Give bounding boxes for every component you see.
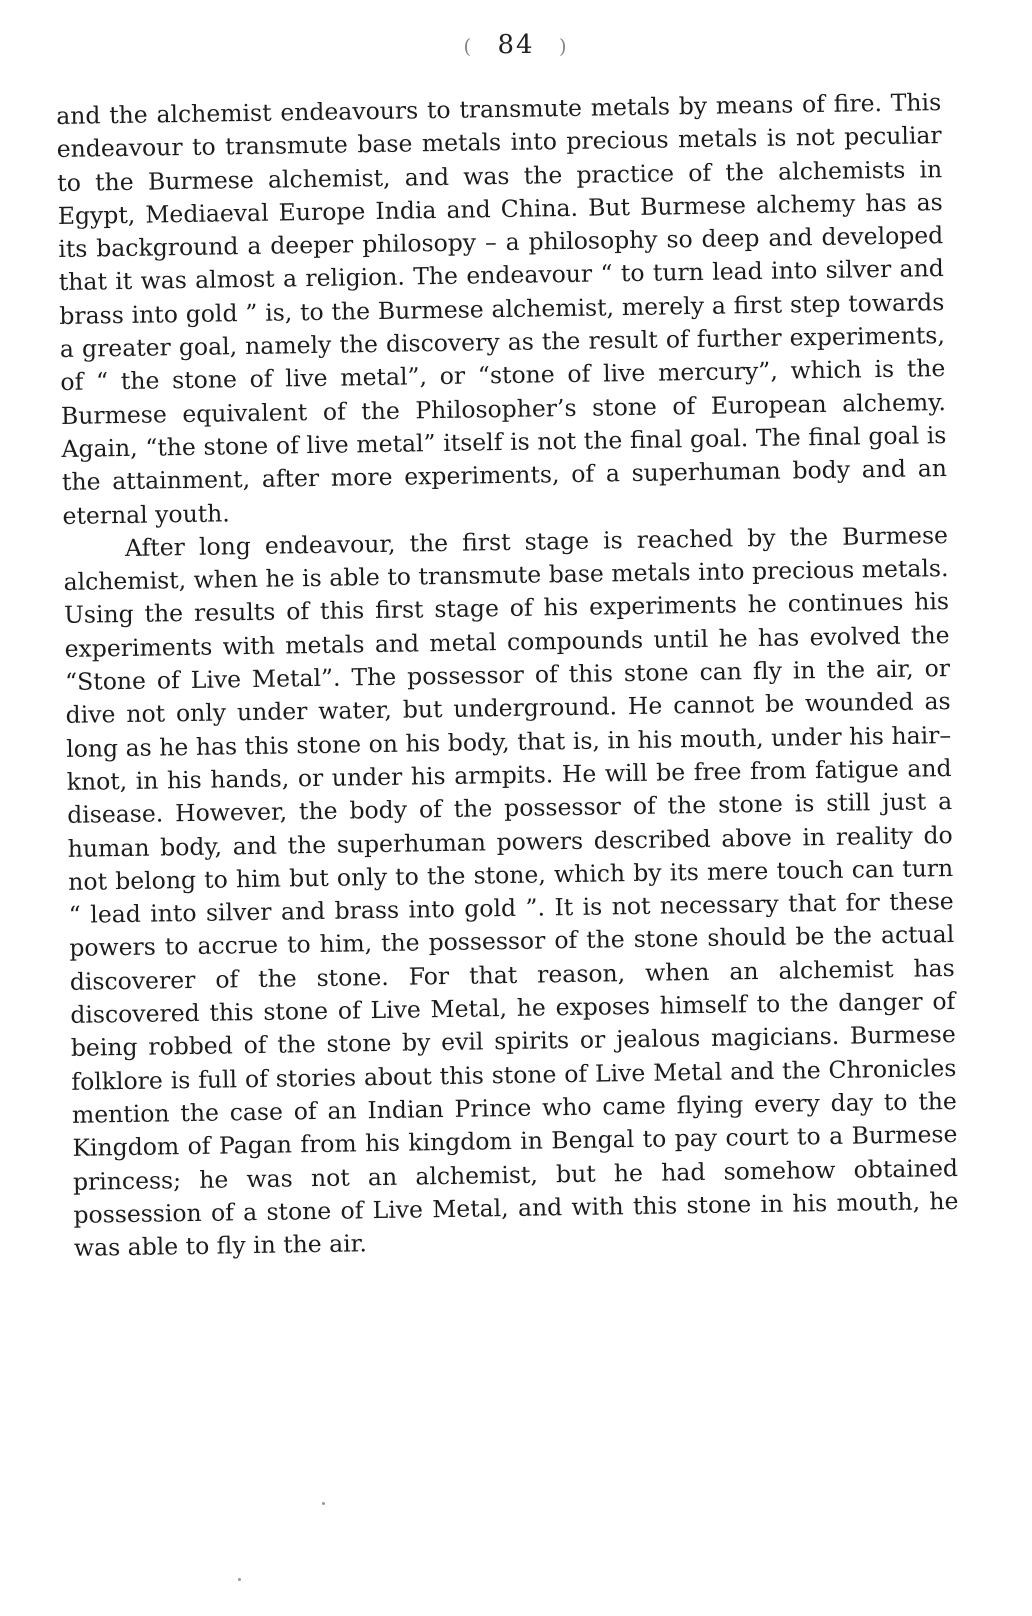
page-number-bracket-right: ) <box>558 34 569 58</box>
paragraph-2: After long endeavour, the first stage is reached by the Burmese alchemist, when he is able to transmute base metals into precious metals. Using the results of this first stage of his experiments he continues his experiments with metals and metal compounds until he has evolved the “Stone of Live Metal”. The possessor of this stone can fly in the air, or dive not only under water, but underground. He cannot be wounded as long as he has this stone on his body, that is, in his mouth, under his hair–knot, in his hands, or under his armpits. He will be free from fatigue and disease. However, the body of the possessor of the stone is still just a human body, and the superhuman powers described above in reality do not belong to him but only to the stone, which by its mere touch can turn “ lead into silver and brass into gold ”. It is not necessary that for these powers to accrue to him, the possessor of the stone should be the actual discoverer of the stone. For that reason, when an alchemist has discovered this stone of Live Metal, he exposes himself to the danger of being robbed of the stone by evil spirits or jealous magicians. Burmese folklore is full of stories about this stone of Live Metal and the Chronicles mention the case of an Indian Prince who came flying every day to the Kingdom of Pagan from his kingdom in Bengal to pay court to a Burmese princess; he was not an alchemist, but he had somehow obtained possession of a stone of Live Metal, and with this stone in his mouth, he was able to fly in the air. <box>63 520 959 1262</box>
body-text <box>56 86 959 1265</box>
page-number: 84 <box>497 30 535 60</box>
paragraph-1: and the alchemist endeavours to transmute metals by means of fire. This endeavour to transmute base metals into precious metals is not peculiar to the Burmese alchemist, and was the practice of the alchemists in Egypt, Mediaeval Europe India and China. But Burmese alchemy has as its background a deeper philosopy – a philosophy so deep and developed that it was almost a religion. The endeavour “ to turn lead into silver and brass into gold ” is, to the Burmese alchemist, merely a first step towards a greater goal, namely the discovery as the result of further experiments, of “ the stone of live metal”, or “stone of live mercury”, which is the Burmese equivalent of the Philosopher’s stone of European alchemy. Again, “the stone of live metal” itself is not the final goal. The final goal is the attainment, after more experiments, of a superhuman body and an eternal youth. <box>56 88 948 530</box>
page-number-bracket-left: ( <box>463 34 474 58</box>
scan-speck <box>238 1578 241 1581</box>
scan-speck <box>322 1502 325 1505</box>
page-number-header <box>0 30 1032 60</box>
